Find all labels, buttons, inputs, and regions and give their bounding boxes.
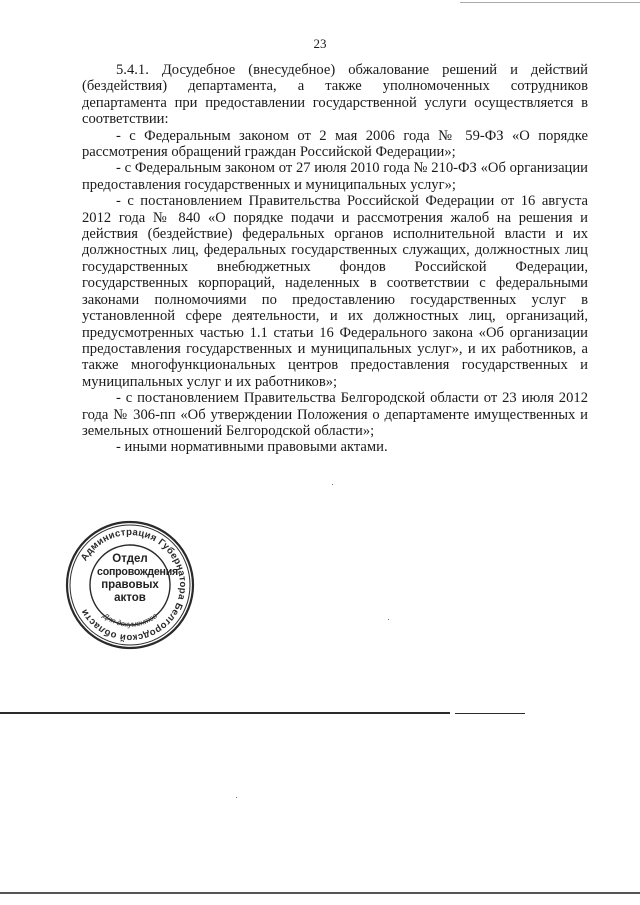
scan-line-middle	[0, 712, 450, 714]
stamp-line-1: Отдел	[112, 553, 148, 565]
paragraph-law-59-fz: - с Федеральным законом от 2 мая 2006 года № 59-ФЗ «О порядке рассмотрения обращений граждан Российской Федерации»;	[82, 127, 588, 161]
paragraph-other-acts: - иными нормативными правовыми актами.	[116, 439, 388, 456]
stamp-line-2: сопровождения	[97, 566, 179, 578]
page-number: 23	[313, 36, 327, 51]
scan-speck	[388, 619, 389, 620]
stamp-bottom-text: Для документов	[101, 611, 159, 629]
paragraph-resolution-306-pp: - с постановлением Правительства Белгородской области от 23 июля 2012 года № 306-пп «Об утверждении Положения о департаменте имущественных и земельных отношений Белгородской области»;	[82, 390, 588, 439]
document-body	[82, 62, 588, 456]
scan-speck	[236, 797, 237, 798]
scan-line-top	[460, 2, 640, 3]
svg-text:Для документов	[100, 611, 158, 629]
official-stamp	[64, 519, 196, 651]
stamp-outer-text: Администрация Губернатора Белгородской области	[78, 526, 189, 644]
paragraph-law-210-fz: - с Федеральным законом от 27 июля 2010 года № 210-ФЗ «Об организации предоставления государственных и муниципальных услуг»;	[82, 160, 588, 193]
stamp-line-4: актов	[114, 592, 146, 604]
scan-line-middle-right	[455, 713, 525, 714]
scan-line-bottom	[0, 892, 640, 894]
paragraph-5-4-1: 5.4.1. Досудебное (внесудебное) обжалование решений и действий (бездействия) департамента, а также уполномоченных сотрудников департамента при предоставлении государственной услуги осуществляется в соответствии:	[82, 62, 588, 128]
paragraph-resolution-840: - с постановлением Правительства Российской Федерации от 16 августа 2012 года № 840 «О порядке подачи и рассмотрения жалоб на решения и действия (бездействие) федеральных органов исполнительной власти и их должностных лиц, федеральных государственных служащих, должностных лиц государственных внебюджетных фондов Российской Федерации, государственных корпораций, наделенных в соответствии с федеральными законами полномочиями по предоставлению государственных услуг в установленной сфере деятельности, и их должностных лиц, организаций, предусмотренных частью 1.1 статьи 16 Федерального закона «Об организации предоставления государственных и муниципальных услуг», и их работников, а также многофункциональных центров предоставления государственных и муниципальных услуг и их работников»;	[82, 193, 588, 390]
stamp-center	[97, 553, 179, 605]
scan-speck	[332, 484, 333, 485]
stamp-line-3: правовых	[101, 579, 159, 591]
